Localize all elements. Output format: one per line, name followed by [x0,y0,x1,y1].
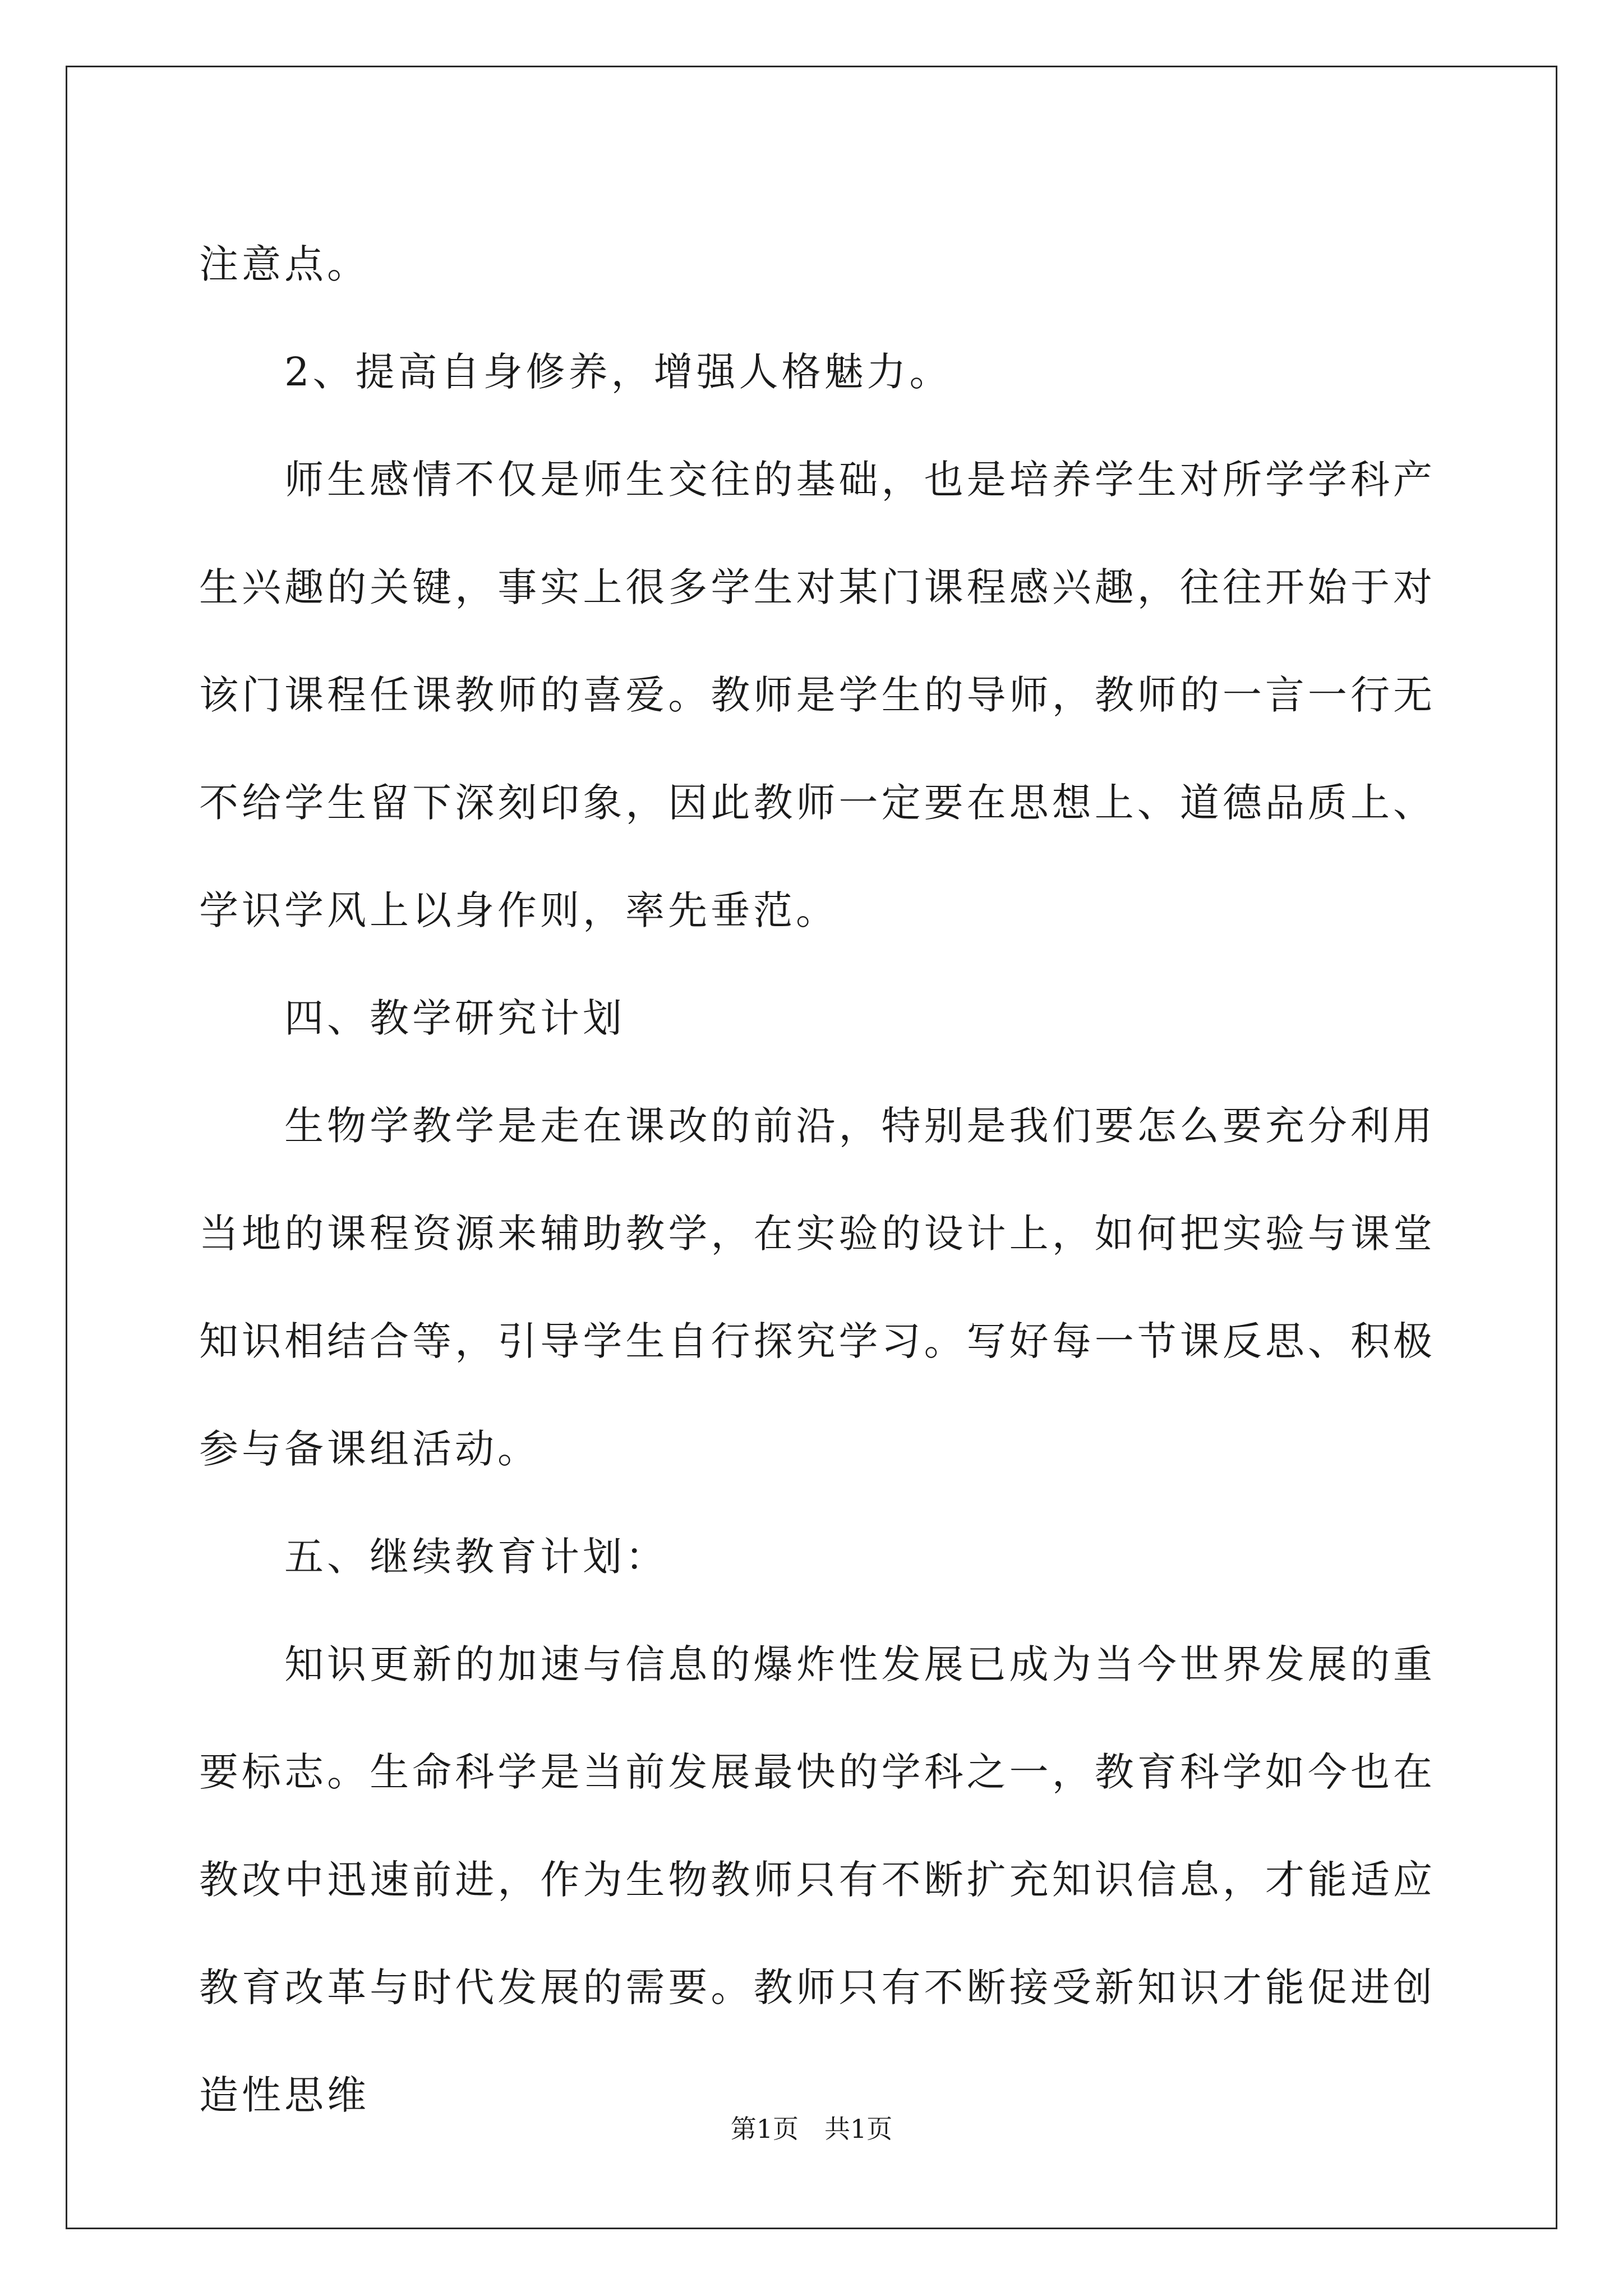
heading-continuing-education: 五、继续教育计划： [284,1534,668,1580]
paragraph-point-2: 2、提高自身修养，增强人格魅力。 [284,349,952,395]
paragraph-continuing-education: 知识更新的加速与信息的爆炸性发展已成为当今世界发展的重要标志。生命科学是当前发展最快的学科之一，教育科学如今也在教改中迅速前进，作为生物教师只有不断扩充知识信息，才能适应教育改革与时代发展的需要。教师只有不断接受新知识才能促进创造性思维 [199,1641,1436,2118]
heading-research-plan: 四、教学研究计划 [284,995,625,1041]
page-footer [0,2112,1623,2146]
page-number: 第1页 [730,2114,799,2144]
page-total: 共1页 [824,2114,893,2144]
paragraph-teacher-student-relationship: 师生感情不仅是师生交往的基础，也是培养学生对所学学科产生兴趣的关键，事实上很多学生对某门课程感兴趣，往往开始于对该门课程任课教师的喜爱。教师是学生的导师，教师的一言一行无不给学生留下深刻印象，因此教师一定要在思想上、道德品质上、学识学风上以身作则，率先垂范。 [199,457,1436,933]
paragraph-continuation: 注意点。 [199,241,370,287]
document-body [199,210,1436,2149]
paragraph-research-plan: 生物学教学是走在课改的前沿，特别是我们要怎么要充分利用当地的课程资源来辅助教学，在实验的设计上，如何把实验与课堂知识相结合等，引导学生自行探究学习。写好每一节课反思、积极参与备课组活动。 [199,1103,1436,1472]
